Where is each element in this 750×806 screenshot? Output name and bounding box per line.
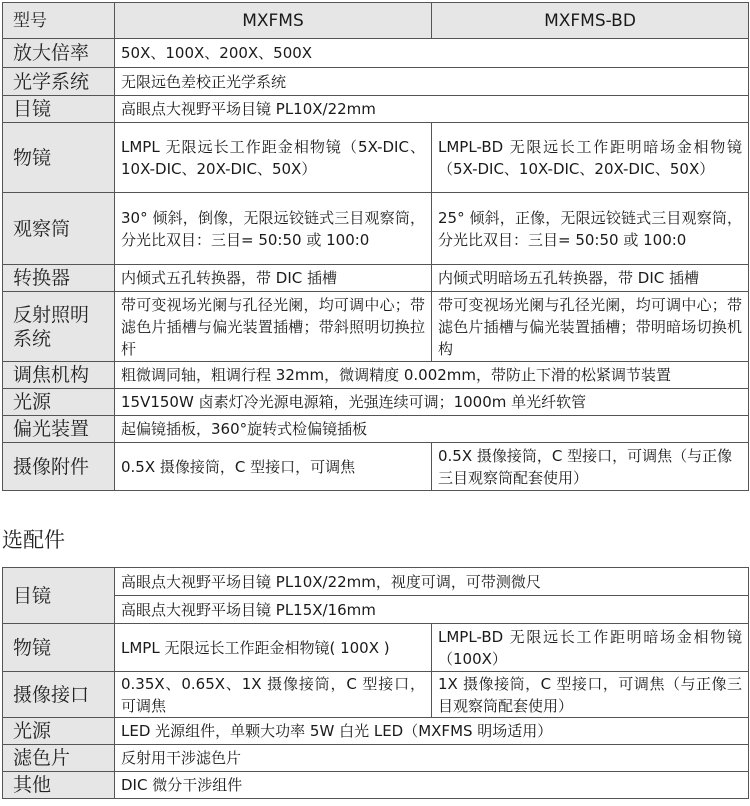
- table-row: [3, 718, 749, 745]
- table-row: [3, 772, 749, 799]
- model-mxfms-bd: MXFMS-BD: [432, 3, 749, 39]
- opt-other-value: DIC 微分干涉组件: [115, 772, 749, 799]
- table-row: [3, 416, 749, 443]
- nosepiece-mxfms-bd: 内倾式明暗场五孔转换器，带 DIC 插槽: [432, 265, 749, 292]
- optional-section-title: 选配件: [2, 528, 65, 552]
- opt-eyepiece-label: 目镜: [3, 568, 115, 624]
- opt-filter-label: 滤色片: [3, 745, 115, 772]
- reflected-illumination-mxfms: 带可变视场光阑与孔径光阑，均可调中心；带滤色片插槽与偏光装置插槽；带斜照明切换拉杆: [115, 292, 432, 362]
- opt-light-source-value: LED 光源组件，单颗大功率 5W 白光 LED（MXFMS 明场适用）: [115, 718, 749, 745]
- optical-system-value: 无限远色差校正光学系统: [115, 68, 749, 96]
- table-row: [3, 193, 749, 265]
- viewing-tube-mxfms: 30° 倾斜，倒像，无限远铰链式三目观察筒，分光比双目：三目= 50:50 或 100:0: [115, 193, 432, 265]
- opt-objective-mxfms: LMPL 无限远长工作距金相物镜( 100X ): [115, 624, 432, 672]
- table-row: [3, 745, 749, 772]
- opt-other-label: 其他: [3, 772, 115, 799]
- focusing-value: 粗微调同轴，粗调行程 32mm，微调精度 0.002mm，带防止下滑的松紧调节装置: [115, 362, 749, 389]
- table-row: [3, 68, 749, 96]
- objective-mxfms: LMPL 无限远长工作距金相物镜（5X-DIC、10X-DIC、20X-DIC、50X）: [115, 123, 432, 193]
- objective-label: 物镜: [3, 123, 115, 193]
- table-row: [3, 568, 749, 596]
- reflected-illumination-mxfms-bd: 带可变视场光阑与孔径光阑，均可调中心；带滤色片插槽与偏光装置插槽；带明暗场切换机构: [432, 292, 749, 362]
- focusing-label: 调焦机构: [3, 362, 115, 389]
- table-row: [3, 672, 749, 718]
- opt-camera-adapter-mxfms: 0.35X、0.65X、1X 摄像接筒，C 型接口，可调焦: [115, 672, 432, 718]
- polarizer-value: 起偏镜插板，360°旋转式检偏镜插板: [115, 416, 749, 443]
- opt-camera-adapter-label: 摄像接口: [3, 672, 115, 718]
- optical-system-label: 光学系统: [3, 68, 115, 96]
- nosepiece-mxfms: 内倾式五孔转换器，带 DIC 插槽: [115, 265, 432, 292]
- viewing-tube-mxfms-bd: 25° 倾斜，正像，无限远铰链式三目观察筒，分光比双目：三目= 50:50 或 100:0: [432, 193, 749, 265]
- magnification-label: 放大倍率: [3, 39, 115, 68]
- eyepiece-label: 目镜: [3, 96, 115, 123]
- light-source-label: 光源: [3, 389, 115, 416]
- opt-light-source-label: 光源: [3, 718, 115, 745]
- opt-objective-label: 物镜: [3, 624, 115, 672]
- spec-table: [2, 2, 749, 491]
- opt-eyepiece-row1: 高眼点大视野平场目镜 PL10X/22mm，视度可调，可带测微尺: [115, 568, 749, 596]
- table-row: [3, 292, 749, 362]
- model-label: 型号: [3, 3, 115, 39]
- light-source-value: 15V150W 卤素灯冷光源电源箱，光强连续可调；1000m 单光纤软管: [115, 389, 749, 416]
- table-row: [3, 596, 749, 624]
- optional-table: [2, 567, 749, 799]
- eyepiece-value: 高眼点大视野平场目镜 PL10X/22mm: [115, 96, 749, 123]
- objective-mxfms-bd: LMPL-BD 无限远长工作距明暗场金相物镜（5X-DIC、10X-DIC、20X-DIC、50X）: [432, 123, 749, 193]
- table-row: [3, 443, 749, 491]
- table-row: [3, 96, 749, 123]
- magnification-value: 50X、100X、200X、500X: [115, 39, 749, 68]
- opt-camera-adapter-mxfms-bd: 1X 摄像接筒，C 型接口，可调焦（与正像三目观察筒配套使用）: [432, 672, 749, 718]
- polarizer-label: 偏光装置: [3, 416, 115, 443]
- table-row: [3, 624, 749, 672]
- table-row: [3, 265, 749, 292]
- opt-eyepiece-row2: 高眼点大视野平场目镜 PL15X/16mm: [115, 596, 749, 624]
- table-row: [3, 389, 749, 416]
- model-mxfms: MXFMS: [115, 3, 432, 39]
- header-row: [3, 3, 749, 39]
- table-row: [3, 39, 749, 68]
- camera-label: 摄像附件: [3, 443, 115, 491]
- table-row: [3, 123, 749, 193]
- opt-filter-value: 反射用干涉滤色片: [115, 745, 749, 772]
- opt-objective-mxfms-bd: LMPL-BD 无限远长工作距明暗场金相物镜（100X）: [432, 624, 749, 672]
- nosepiece-label: 转换器: [3, 265, 115, 292]
- camera-mxfms: 0.5X 摄像接筒，C 型接口，可调焦: [115, 443, 432, 491]
- reflected-illumination-label: 反射照明系统: [3, 292, 115, 362]
- camera-mxfms-bd: 0.5X 摄像接筒，C 型接口，可调焦（与正像三目观察筒配套使用）: [432, 443, 749, 491]
- table-row: [3, 362, 749, 389]
- viewing-tube-label: 观察筒: [3, 193, 115, 265]
